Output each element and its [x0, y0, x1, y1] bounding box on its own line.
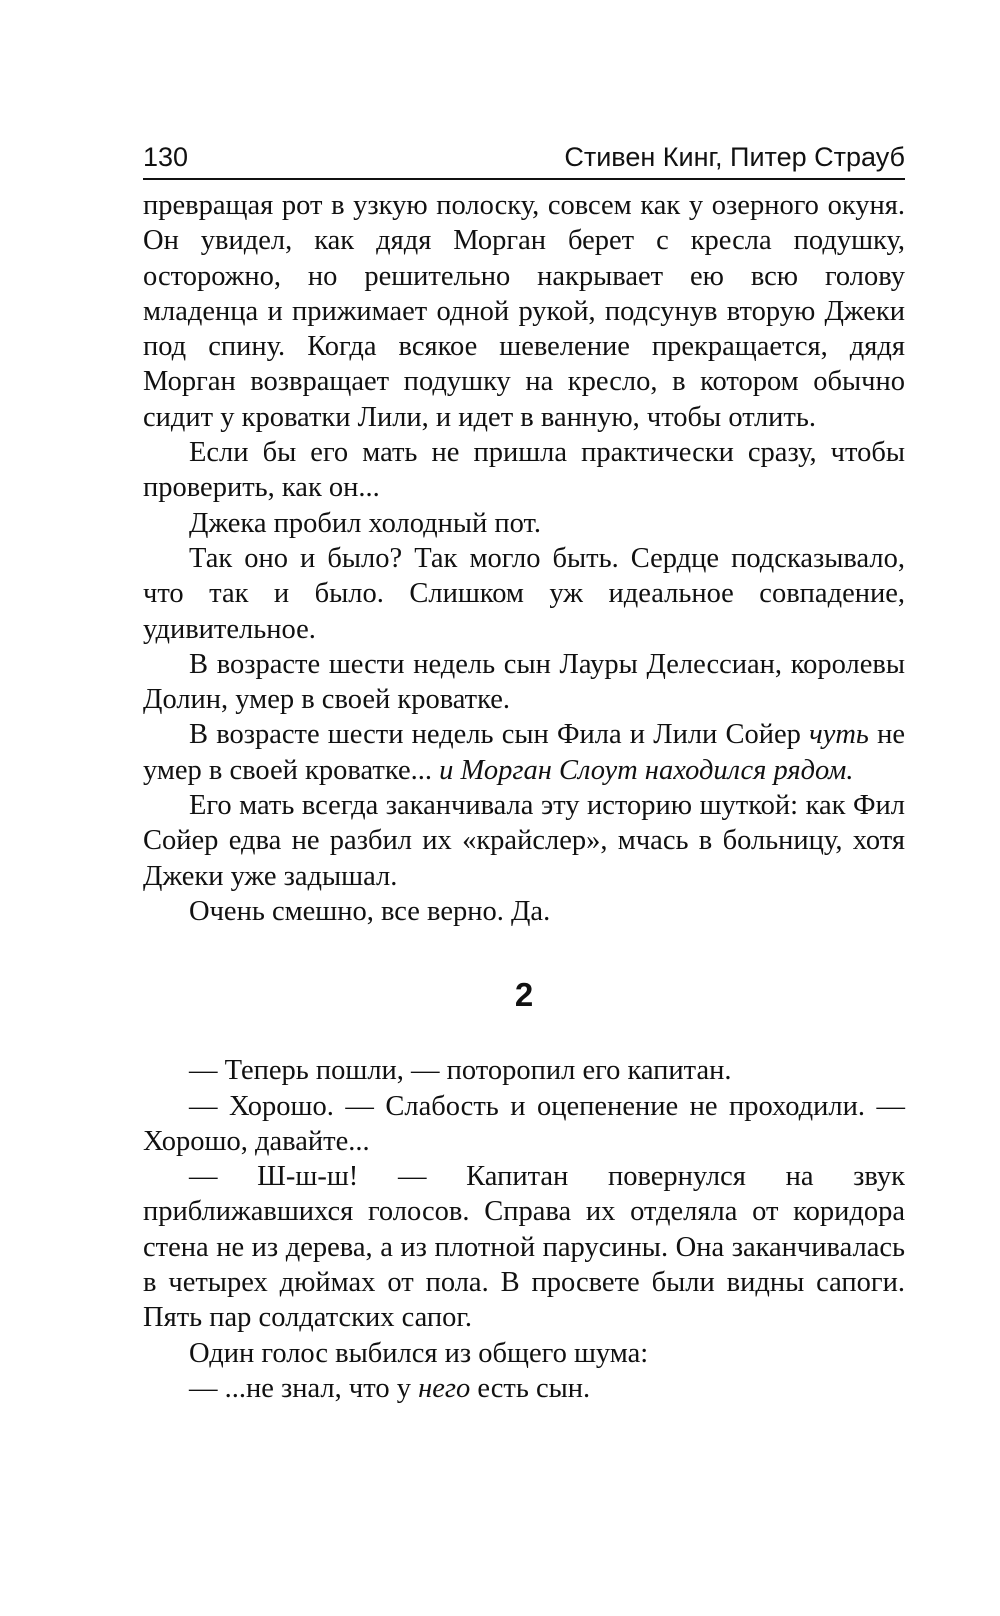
- paragraph-13-text-before: — ...не знал, что у: [189, 1372, 419, 1404]
- paragraph-13-emphasis: него: [418, 1372, 471, 1404]
- page-number: 130: [143, 142, 189, 172]
- paragraph-6-emphasis-2: и Морган Слоут находился рядом.: [439, 754, 854, 786]
- paragraph-5: В возрасте шести недель сын Лауры Делессиан, королевы Долин, умер в своей кроватке.: [143, 648, 905, 716]
- paragraph-6-text-before: В возрасте шести недель сын Фила и Лили Сойер: [189, 719, 810, 751]
- paragraph-6: [143, 717, 905, 788]
- paragraph-10: — Хорошо. — Слабость и оцепенение не проходили. — Хорошо, давайте...: [143, 1090, 905, 1157]
- paragraph-6-text-middle: не умер в своей кроватке...: [143, 719, 905, 786]
- paragraph-3: Джека пробил холодный пот.: [189, 507, 541, 539]
- paragraph-13-text-after: есть сын.: [470, 1372, 591, 1404]
- paragraph-8: Очень смешно, все верно. Да.: [189, 895, 551, 927]
- paragraph-4: Так оно и было? Так могло быть. Сердце подсказывало, что так и было. Слишком уж идеальное совпадение, удивительное.: [143, 542, 905, 645]
- section-number: 2: [514, 976, 534, 1014]
- paragraph-6-emphasis-1: чуть: [809, 719, 869, 751]
- paragraph-11: — Ш-ш-ш! — Капитан повернулся на звук приближавшихся голосов. Справа их отделяла от коридора стена не из дерева, а из плотной парусины. Она заканчивалась в четырех дюймах от пола. В просвете были видны сапоги. Пять пар солдатских сапог.: [143, 1161, 905, 1334]
- running-head-authors: Стивен Кинг, Питер Страуб: [564, 142, 905, 172]
- body-text: [143, 188, 905, 1406]
- paragraph-1: превращая рот в узкую полоску, совсем как у озерного окуня. Он увидел, как дядя Морган берет с кресла подушку, осторожно, но решительно накрывает ею всю голову младенца и прижимает одной рукой, подсунув вторую Джеки под спину. Когда всякое шевеление прекращается, дядя Морган возвращает подушку на кресло, в котором обычно сидит у кроватки Лили, и идет в ванную, чтобы отлить.: [143, 190, 905, 433]
- paragraph-9: — Теперь пошли, — поторопил его капитан.: [189, 1055, 732, 1087]
- running-head: [143, 140, 905, 180]
- paragraph-13: [143, 1371, 905, 1406]
- paragraph-7: Его мать всегда заканчивала эту историю шуткой: как Фил Сойер едва не разбил их «крайслер», мчась в больницу, хотя Джеки уже задышал.: [143, 790, 905, 892]
- paragraph-2: Если бы его мать не пришла практически сразу, чтобы проверить, как он...: [143, 437, 905, 504]
- paragraph-12: Один голос выбился из общего шума:: [189, 1337, 649, 1369]
- book-page: [143, 140, 905, 1406]
